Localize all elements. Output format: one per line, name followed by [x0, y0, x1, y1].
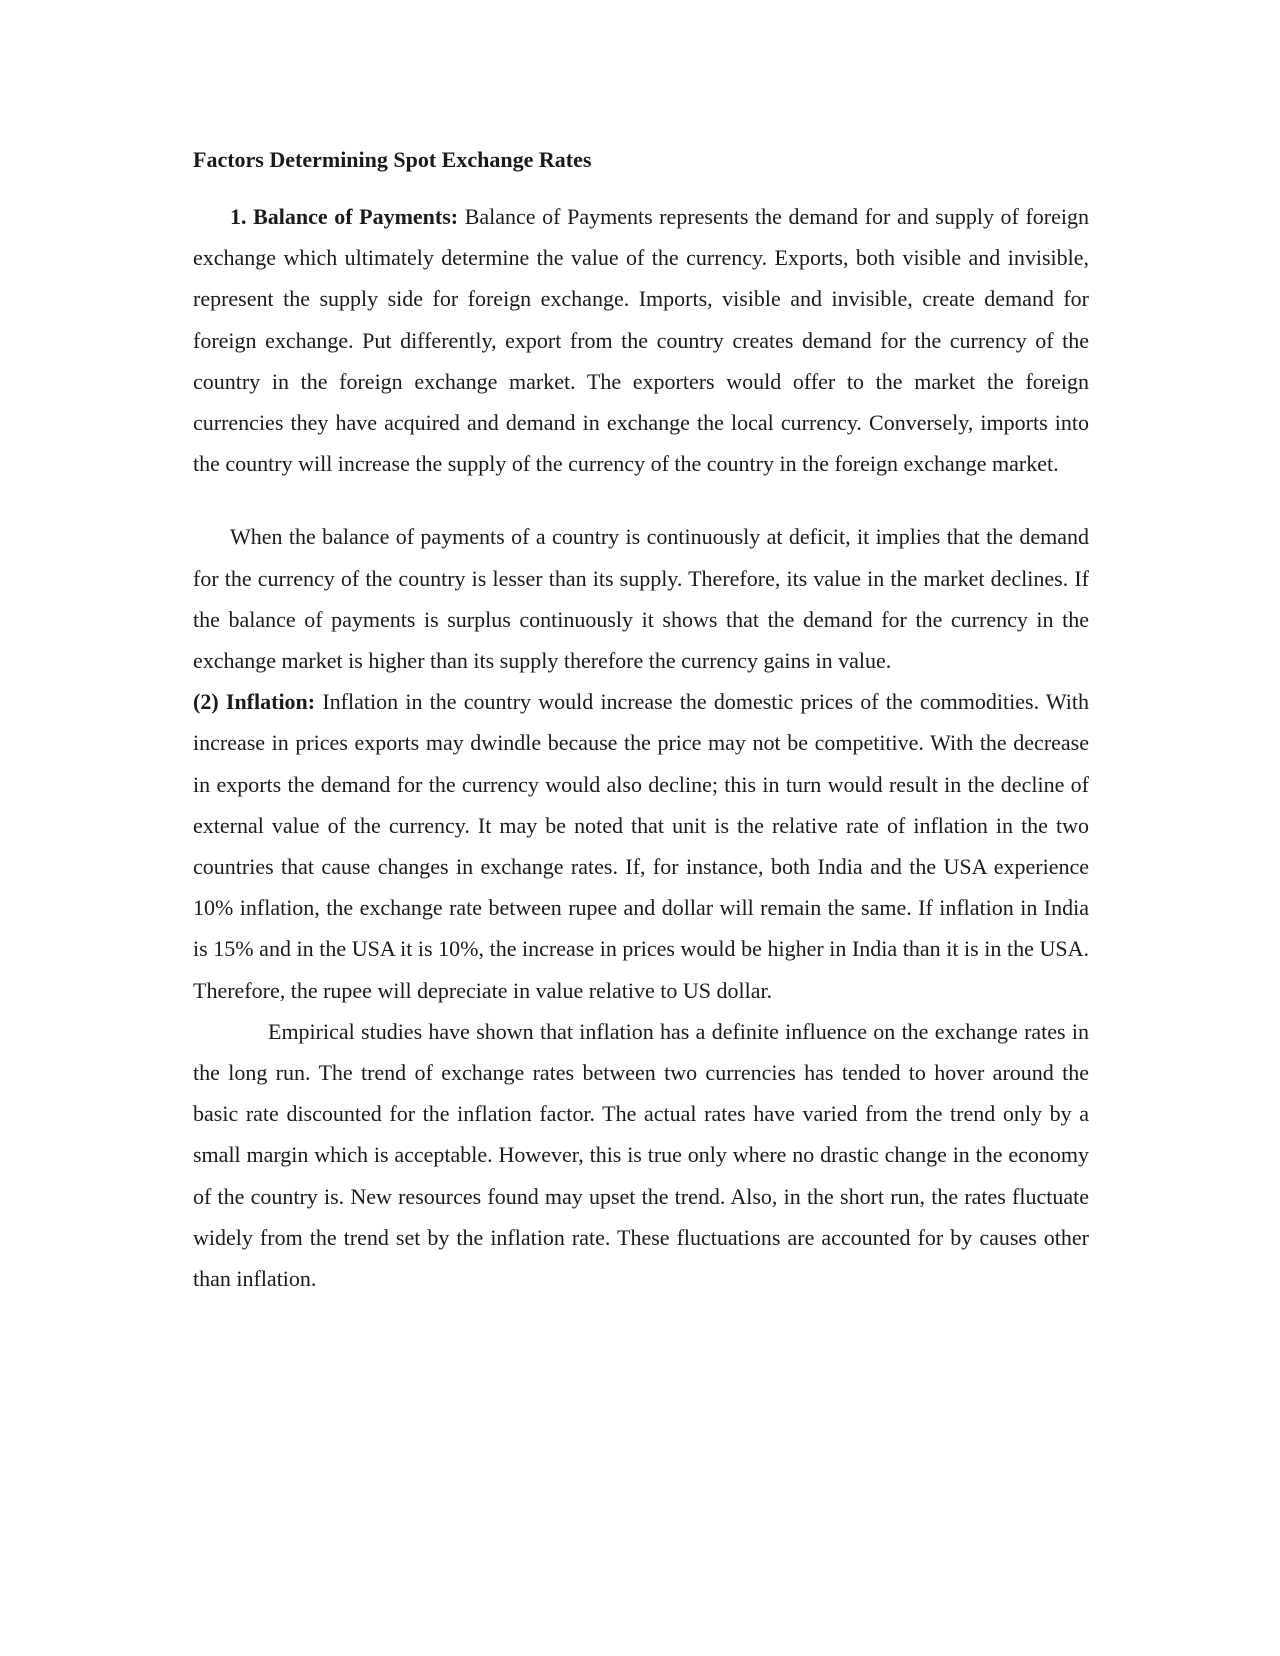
document-title: Factors Determining Spot Exchange Rates: [193, 147, 592, 172]
paragraph-text: Balance of Payments represents the demand for and supply of foreign exchange which ultimately determine the value of the currency. Exports, both visible and invisible, represent the supply side for foreign exchange. Imports, visible and invisible, create demand for foreign exchange. Put differently, export from the country creates demand for the currency of the country in the foreign exchange market. The exporters would offer to the market the foreign currencies they have acquired and demand in exchange the local currency. Conversely, imports into the country will increase the supply of the currency of the country in the foreign exchange market.: [193, 204, 1090, 477]
document-body: [193, 140, 1089, 1299]
paragraph-text: When the balance of payments of a country is continuously at deficit, it implies that the demand for the currency of the country is lesser than its supply. Therefore, its value in the market declines. If the balance of payments is surplus continuously it shows that the demand for the currency in the exchange market is higher than its supply therefore the currency gains in value.: [193, 524, 1089, 674]
paragraph-text: Inflation in the country would increase the domestic prices of the commodities. With increase in prices exports may dwindle because the price may not be competitive. With the decrease in exports the demand for the currency would also decline; this in turn would result in the decline of external value of the currency. It may be noted that unit is the relative rate of inflation in the two countries that cause changes in exchange rates. If, for instance, both India and the USA experience 10% inflation, the exchange rate between rupee and dollar will remain the same. If inflation in India is 15% and in the USA it is 10%, the increase in prices would be higher in India than it is in the USA. Therefore, the rupee will depreciate in value relative to US dollar.: [193, 689, 1090, 1003]
section-heading-balance-of-payments: 1. Balance of Payments:: [230, 204, 459, 229]
paragraph-deficit-surplus: [193, 516, 1089, 681]
section-heading-inflation: (2) Inflation:: [193, 689, 316, 715]
paragraph-empirical-studies: [193, 1011, 1089, 1299]
paragraph-text: Empirical studies have shown that inflation has a definite influence on the exchange rates in the long run. The trend of exchange rates between two currencies has tended to hover around the basic rate discounted for the inflation factor. The actual rates have varied from the trend only by a small margin which is acceptable. However, this is true only where no drastic change in the economy of the country is. New resources found may upset the trend. Also, in the short run, the rates fluctuate widely from the trend set by the inflation rate. These fluctuations are accounted for by causes other than inflation.: [193, 1018, 1089, 1292]
paragraph-inflation: [193, 681, 1089, 1011]
paragraph-balance-of-payments: [193, 196, 1089, 484]
